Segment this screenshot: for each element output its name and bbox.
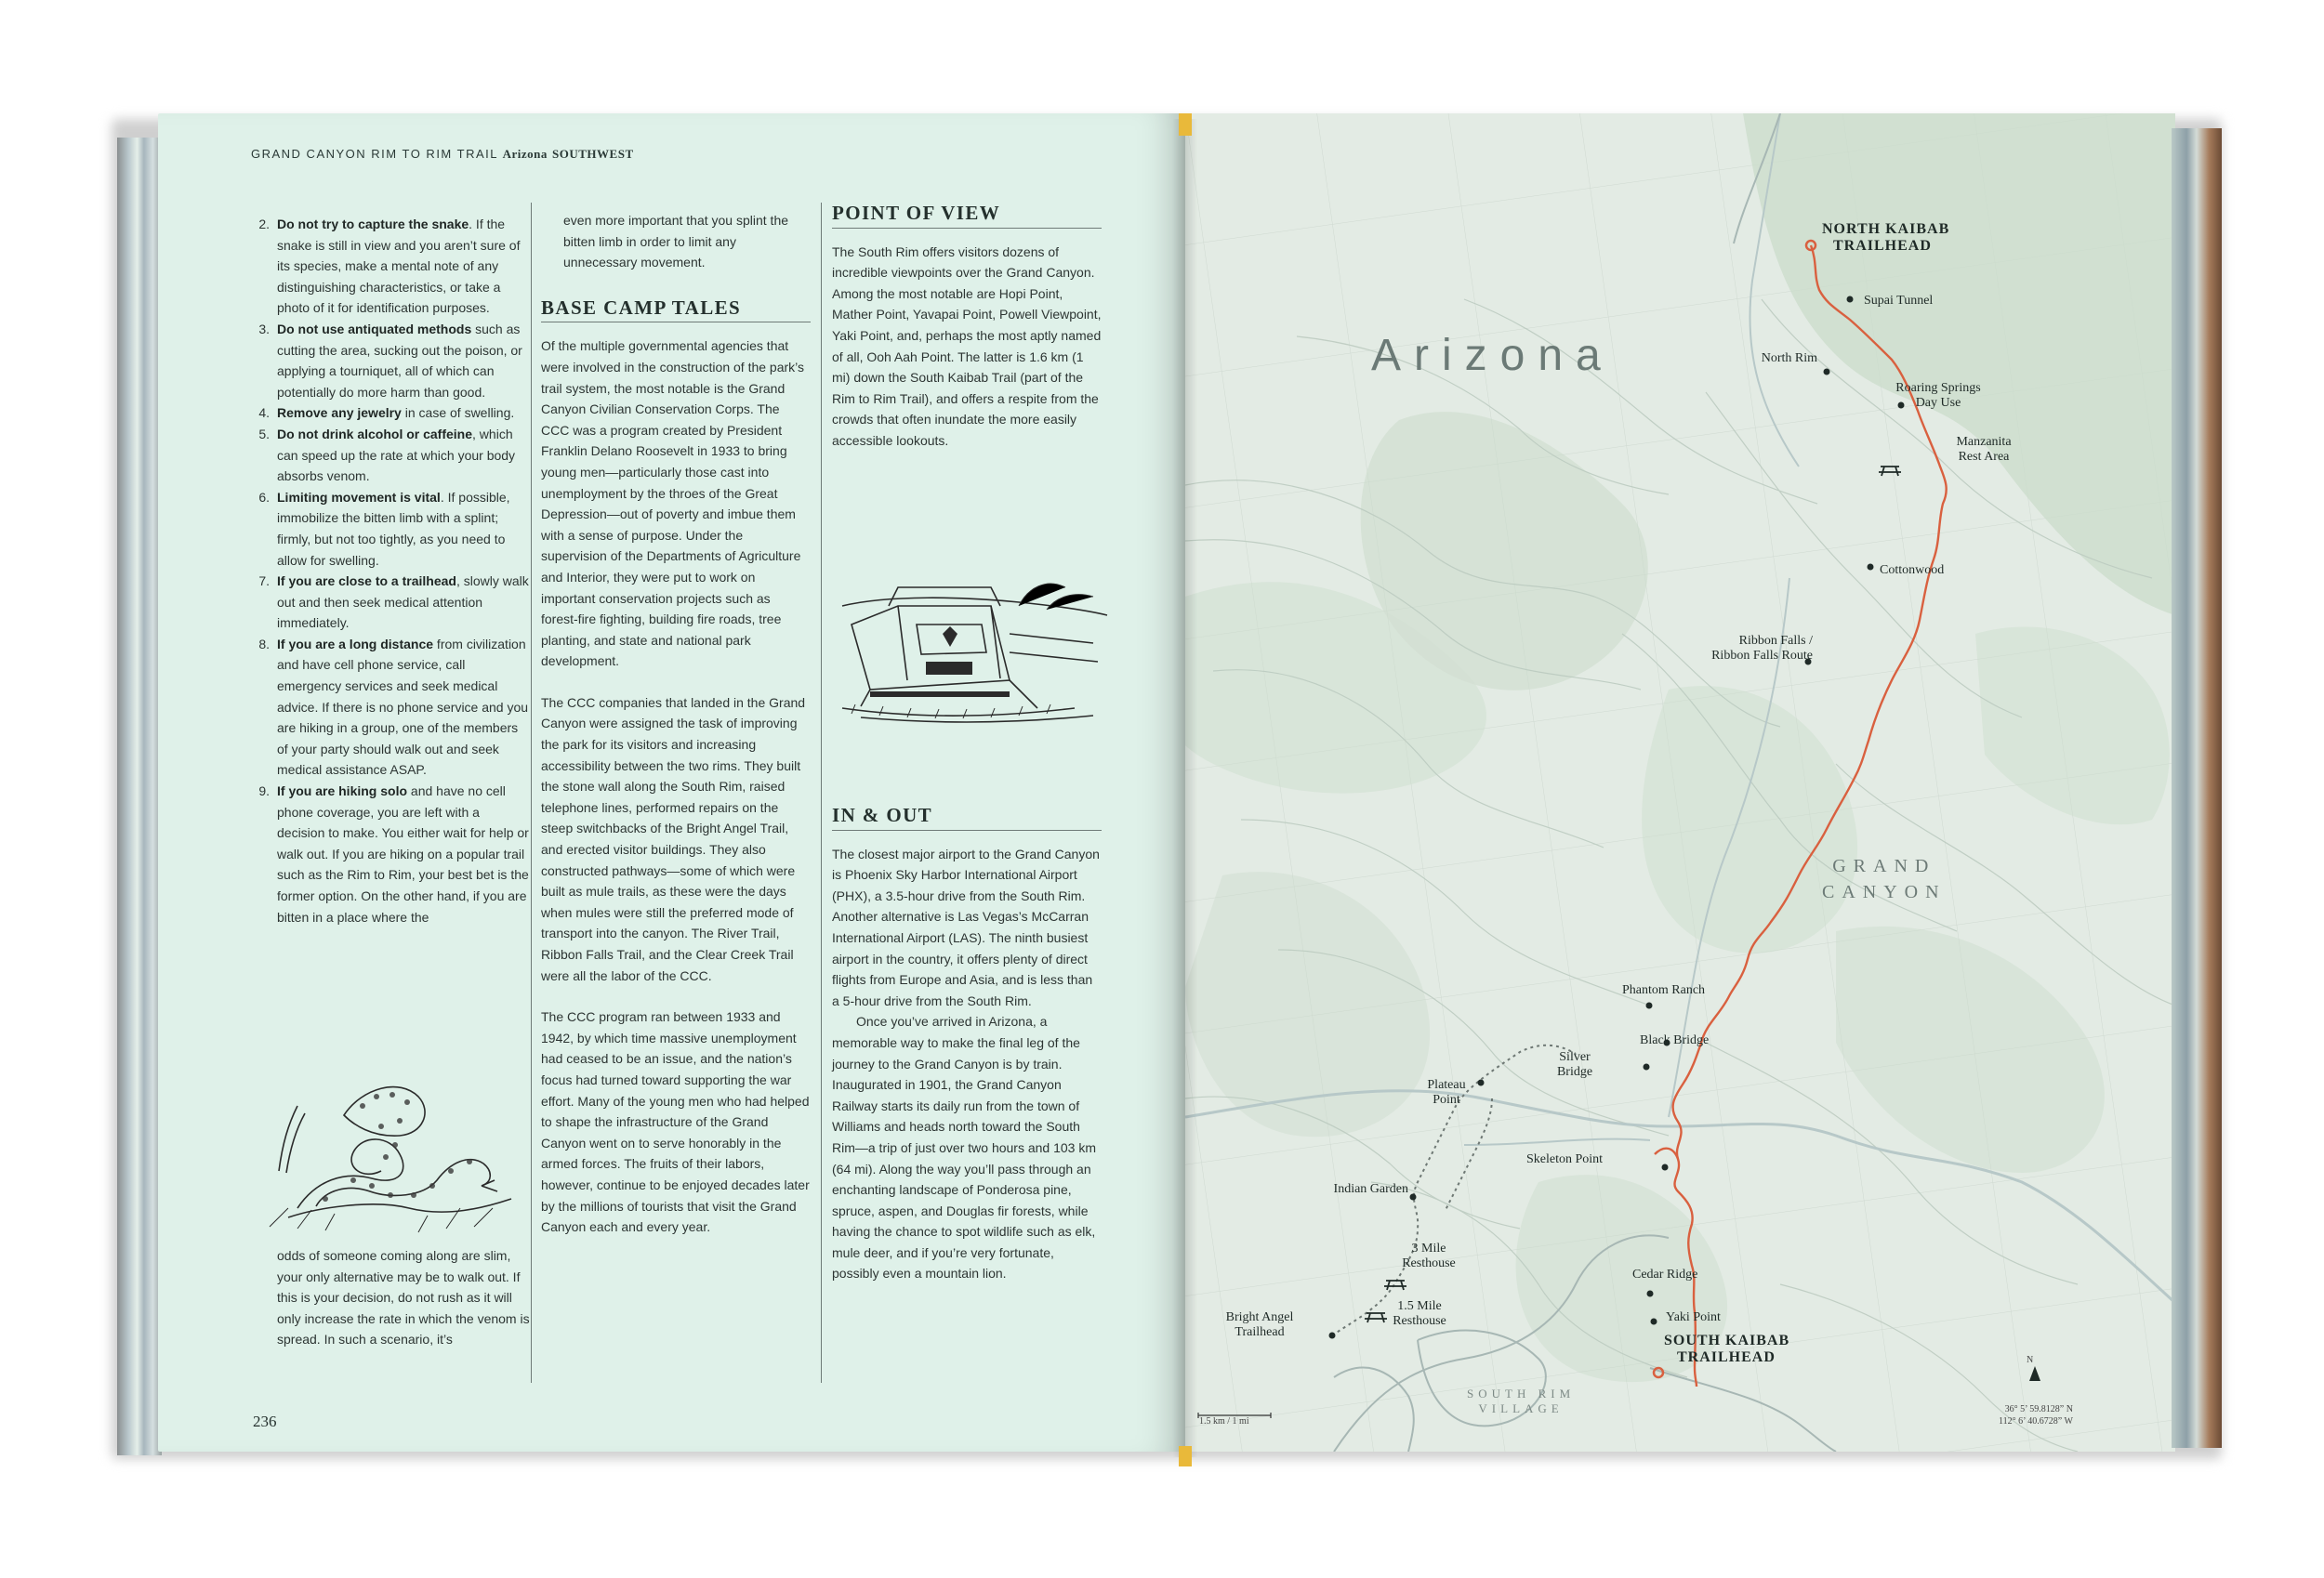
- list-item: 3. Do not use antiquated methods such as cutting the area, sucking out the poison, or applying a tourniquet, all of which can potentially do more harm than good.: [258, 321, 522, 400]
- map-label-supai-tunnel: Supai Tunnel: [1864, 294, 1934, 308]
- paragraph: The CCC program ran between 1933 and 1942, by which time massive unemployment had ceased to be an issue, and the nation’s focus had turned toward supporting the war effort. Many of the young men who had helped to shape the infrastructure of the Grand Canyon went on to serve honorably in the armed forces. The fruits of their labors, however, continue to be enjoyed decades later by the millions of tourists that visit the Grand Canyon each and every year.: [541, 1009, 810, 1235]
- rattlesnake-illustration: [260, 1069, 521, 1236]
- map-region-label: Arizona: [1371, 331, 1614, 380]
- paragraph: The South Rim offers visitors dozens of incredible viewpoints over the Grand Canyon. Among the most notable are Hopi Point, Mather Point, Yavapai Point, Powell Viewpoint, Yaki Point, and, perhaps the most aptly named of all, Ooh Aah Point. The latter is 1.6 km (1 mi) down the South Kaibab Trail (part of the Rim to Rim Trail), and offers a respite from the crowds that often inundate the more easily accessible lookouts.: [832, 243, 1102, 448]
- section-heading: POINT OF VIEW: [832, 203, 1102, 229]
- map-label-cedar-ridge: Cedar Ridge: [1632, 1268, 1698, 1282]
- column-3: [832, 203, 1102, 452]
- map-label-plateau-point: Plateau Point: [1427, 1078, 1466, 1107]
- map-label-manzanita: Manzanita Rest Area: [1956, 435, 2012, 464]
- section-heading: IN & OUT: [832, 805, 1102, 831]
- column-1: [251, 214, 530, 927]
- map-label-indian-garden: Indian Garden: [1333, 1182, 1408, 1196]
- right-page-edges: [2172, 128, 2222, 1448]
- map-label-skeleton-point: Skeleton Point: [1526, 1152, 1604, 1166]
- map-label-yaki-point: Yaki Point: [1666, 1310, 1721, 1324]
- map-label-cottonwood: Cottonwood: [1880, 563, 1945, 577]
- paragraph: The CCC companies that landed in the Grand Canyon were assigned the task of improving the park for its visitors and increasing accessibility between the two rims. They built the stone wall along the South Rim, raised telephone lines, performed repairs on the steep switchbacks of the Bright Angel Trail, and erected visitor buildings. They also constructed pathways—some of which were built as mule trails, as these were the days when mules were still the preferred mode of transport into the canyon. The River Trail, Ribbon Falls Trail, and the Clear Creek Trail were all the labor of the CCC.: [541, 694, 806, 983]
- list-item: 2. Do not try to capture the snake. If the snake is still in view and you aren’t sure of its species, make a mental note of any distinguishing characteristics, or take a photo of it for identification purposes.: [258, 217, 521, 316]
- map-label-ribbon-falls: Ribbon Falls / Ribbon Falls Route: [1711, 634, 1813, 663]
- paragraph: The closest major airport to the Grand Canyon is Phoenix Sky Harbor International Airport (PHX), a 3.5-hour drive from the South Rim. Another alternative is Las Vegas’s McCarran International Airport (LAS). The ninth busiest airport in the country, it offers plenty of direct flights from Europe and Asia, and is less than a 5-hour drive from the South Rim.: [832, 846, 1100, 1008]
- bookmark-ribbon-top: [1179, 113, 1192, 136]
- header-section: GRAND CANYON RIM TO RIM TRAIL: [251, 147, 498, 161]
- trail-map: [1185, 113, 2175, 1452]
- paragraph: even more important that you splint the bitten limb in order to limit any unnecessary movement.: [563, 213, 789, 270]
- map-label-north-kaibab-trailhead: NORTH KAIBAB TRAILHEAD: [1822, 221, 1950, 254]
- column-3-lower: [832, 805, 1102, 1284]
- right-page: [1185, 113, 2175, 1452]
- map-scale-label: 1.5 km / 1 mi: [1199, 1416, 1249, 1427]
- section-heading: BASE CAMP TALES: [541, 297, 811, 323]
- bookmark-ribbon-bottom: [1179, 1446, 1192, 1466]
- paragraph: odds of someone coming along are slim, your only alternative may be to walk out. If this is your decision, do not rush as it will only increase the rate in which the venom is spread. In such a scenario, it’s: [277, 1248, 530, 1348]
- book-spine: [1173, 119, 1197, 1457]
- map-label-north-rim: North Rim: [1761, 351, 1817, 365]
- left-page-edges: [117, 138, 162, 1455]
- list-item: 6. Limiting movement is vital. If possible, immobilize the bitten limb with a splint; firmly, but not too tightly, as you need to allow for swelling.: [258, 489, 510, 568]
- map-label-black-bridge: Black Bridge: [1640, 1033, 1710, 1047]
- column-2: [541, 210, 811, 1238]
- running-header: [251, 147, 634, 162]
- map-label-south-kaibab-trailhead: SOUTH KAIBAB TRAILHEAD: [1664, 1333, 1790, 1365]
- page-number: 236: [253, 1413, 277, 1430]
- map-label-bright-angel-trailhead: Bright Angel Trailhead: [1225, 1310, 1294, 1339]
- header-region: SOUTHWEST: [552, 147, 634, 161]
- map-north-label: N: [2027, 1355, 2034, 1365]
- list-item: 8. If you are a long distance from civilization and have cell phone service, call emergency services and seek medical advice. If there is no phone service and you are hiking in a group, one of the members of your party should walk out and seek medical assistance ASAP.: [258, 636, 529, 778]
- column-1-continuation: [277, 1245, 533, 1350]
- map-label-1-5-mile-resthouse: 1.5 Mile Resthouse: [1393, 1299, 1446, 1328]
- map-label-roaring-springs: Roaring Springs Day Use: [1895, 381, 1981, 410]
- list-item: 9. If you are hiking solo and have no cell phone coverage, you are left with a decision to make. You either wait for help or walk out. If you are hiking on a popular trail such as the Rim to Rim, your best bet is the former option. On the other hand, if you are bitten in a place where the: [258, 783, 529, 925]
- column-rule-1: [531, 203, 532, 1383]
- map-canyon-label: GRAND CANYON: [1822, 856, 1947, 902]
- paragraph: Once you’ve arrived in Arizona, a memorable way to make the final leg of the journey to the Grand Canyon is by train. Inaugurated in 1901, the Grand Canyon Railway starts its daily run from the town of Williams and heads north toward the South Rim—a trip of just over two hours and 103 km (64 mi). Along the way you’ll pass through an enchanting landscape of Ponderosa pine, spruce, aspen, and Douglas fir forests, while having the chance to spot wildlife such as elk, mule deer, and if you’re very fortunate, possibly even a mountain lion.: [832, 1014, 1097, 1282]
- paragraph: Of the multiple governmental agencies that were involved in the construction of the park’s trail system, the most notable is the Grand Canyon Civilian Conservation Corps. The CCC was a program created by President Franklin Delano Roosevelt in 1933 to bring young men—particularly those cast into unemployment by the throes of the Great Depression—out of poverty and imbue them with a sense of purpose. Under the supervision of the Departments of Agriculture and Interior, they were put to work on important conservation projects such as forest-fire fighting, building fire roads, tree planting, and state and national park development.: [541, 338, 805, 669]
- map-village-label: SOUTH RIM VILLAGE: [1467, 1387, 1576, 1415]
- train-illustration: [833, 569, 1112, 727]
- map-label-phantom-ranch: Phantom Ranch: [1622, 983, 1706, 997]
- list-item: 7. If you are close to a trailhead, slowly walk out and then seek medical attention immediately.: [258, 573, 529, 631]
- list-item: 4. Remove any jewelry in case of swelling.: [258, 405, 515, 421]
- column-rule-2: [821, 203, 822, 1383]
- map-label-silver-bridge: Silver Bridge: [1556, 1050, 1593, 1079]
- list-item: 5. Do not drink alcohol or caffeine, which can speed up the rate at which your body absorbs venom.: [258, 426, 516, 484]
- map-label-3-mile-resthouse: 3 Mile Resthouse: [1402, 1242, 1456, 1270]
- map-coordinates: 36° 5’ 59.8128” N 112° 6’ 40.6728” W: [1999, 1404, 2073, 1427]
- snakebite-tips-list: [251, 214, 530, 927]
- header-state: Arizona: [502, 147, 548, 161]
